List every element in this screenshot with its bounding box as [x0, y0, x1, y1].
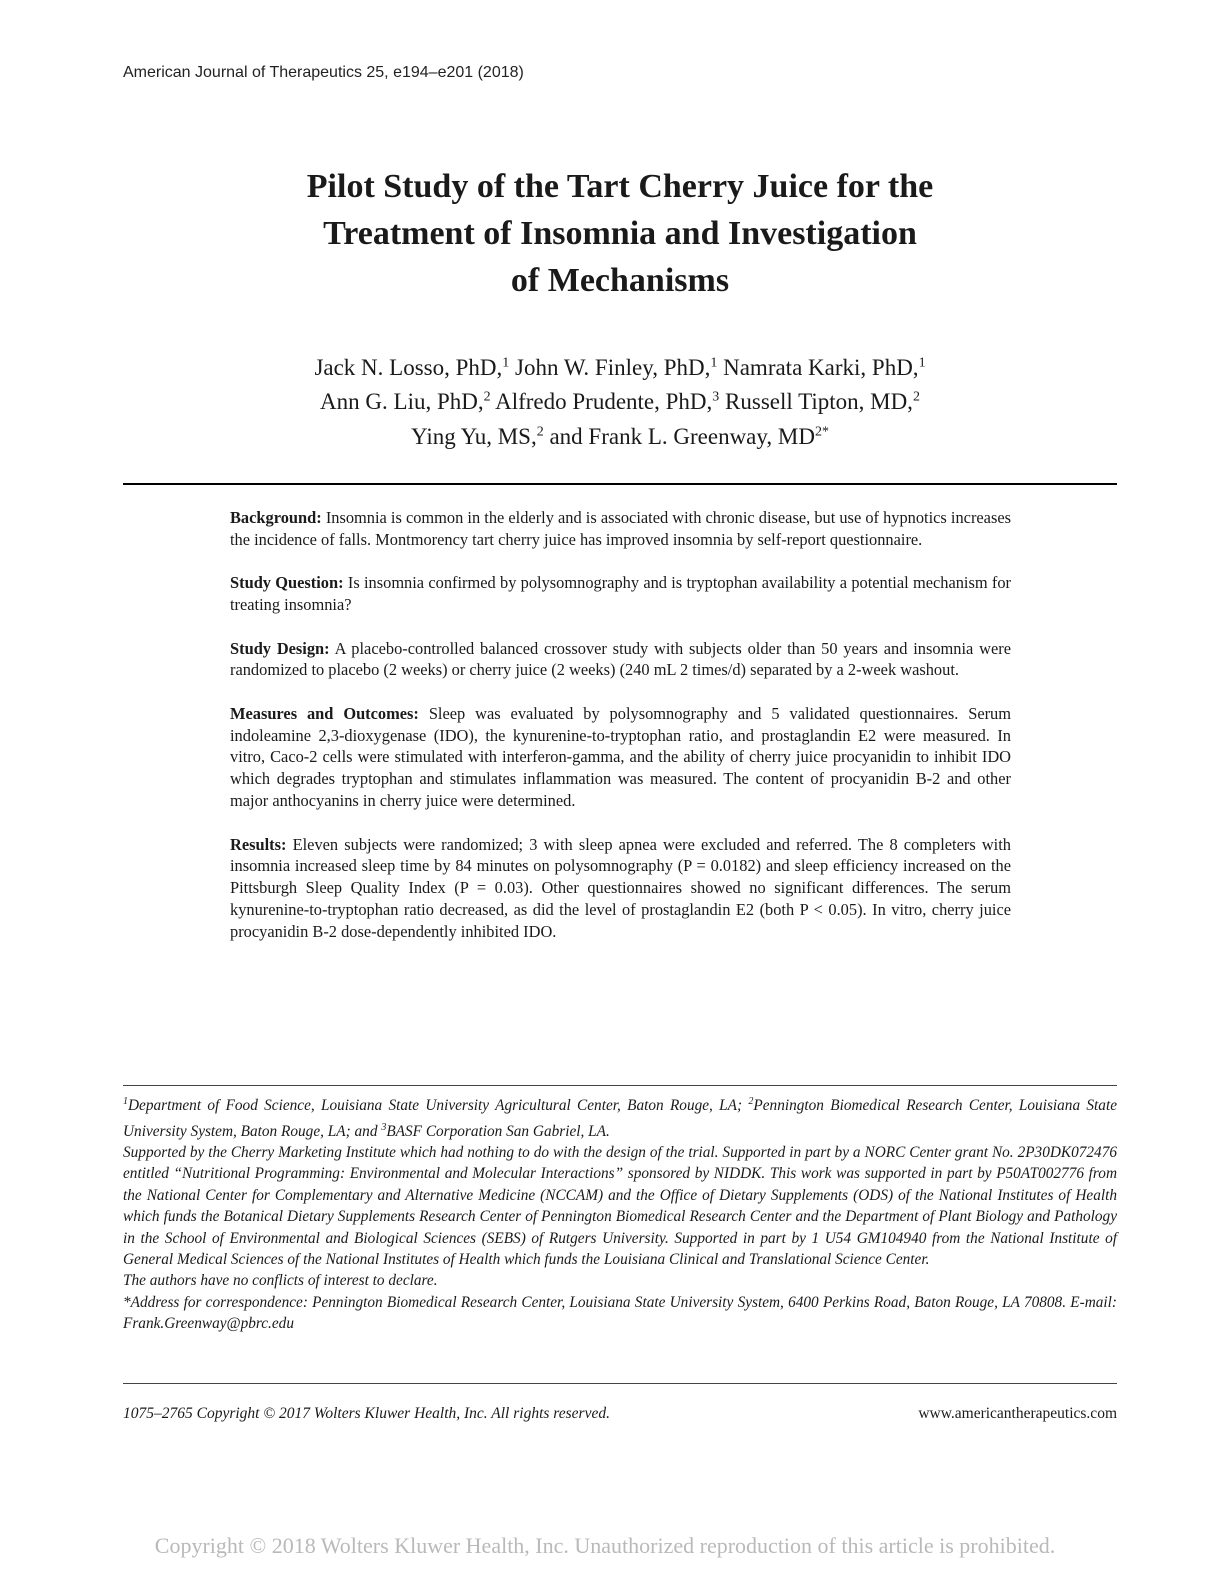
author-list [150, 348, 1090, 452]
copyright-text: 1075–2765 Copyright © 2017 Wolters Kluwer Health, Inc. All rights reserved. [123, 1405, 610, 1422]
author: Alfredo Prudente, PhD,$^3$ [495, 389, 720, 415]
article-title [150, 163, 1090, 304]
author: Jack N. Losso, PhD,$^1$ [314, 354, 510, 380]
conflicts-statement: The authors have no conflicts of interest to declare. [123, 1272, 438, 1290]
affiliations: $^1$Department of Food Science, Louisiana State University Agricultural Center, Baton Rouge, LA; $^2$Pennington Biomedical Research Center, Louisiana State University System, Baton Rouge, LA; and $^3$BASF Corporation San Gabriel, LA. [123, 1096, 1117, 1140]
abstract-background: Background: Insomnia is common in the elderly and is associated with chronic disease, but use of hypnotics increases the incidence of falls. Montmorency tart cherry juice has improved insomnia by self-report questionnaire. [230, 508, 1011, 549]
copyright-divider [123, 1383, 1117, 1384]
header-divider [123, 483, 1117, 485]
running-head: American Journal of Therapeutics 25, e194–e201 (2018) [123, 64, 524, 81]
copyright-watermark: Copyright © 2018 Wolters Kluwer Health, Inc. Unauthorized reproduction of this article is prohibited. [154, 1533, 1056, 1558]
author: Ann G. Liu, PhD,$^2$ [320, 389, 491, 415]
abstract-measures: Measures and Outcomes: Sleep was evaluated by polysomnography and 5 validated questionnaires. Serum indoleamine 2,3-dioxygenase (IDO), the kynurenine-to-tryptophan ratio, and prostaglandin E2 were measured. In vitro, Caco-2 cells were stimulated with interferon-gamma, and the ability of cherry juice procyanidin to inhibit IDO which degrades tryptophan and stimulates inflammation was measured. The content of procyanidin B-2 and other major anthocyanins in cherry juice were determined. [230, 703, 1011, 811]
author: John W. Finley, PhD,$^1$ [515, 354, 718, 380]
author: Ying Yu, MS,$^2$ [411, 423, 544, 449]
footnotes [123, 1091, 1117, 1335]
abstract-study-question: Study Question: Is insomnia confirmed by polysomnography and is tryptophan availability a potential mechanism for treating insomnia? [230, 573, 1011, 615]
correspondence-address: *Address for correspondence: Pennington Biomedical Research Center, Louisiana State University System, 6400 Perkins Road, Baton Rouge, LA 70808. E-mail: Frank.Greenway@pbrc.edu [123, 1293, 1117, 1333]
title-line: of Mechanisms [510, 262, 730, 299]
title-line: Pilot Study of the Tart Cherry Juice for the [306, 168, 934, 205]
author: Namrata Karki, PhD,$^1$ [723, 354, 926, 380]
abstract-study-design: Study Design: A placebo-controlled balanced crossover study with subjects older than 50 years and insomnia were randomized to placebo (2 weeks) or cherry juice (2 weeks) (240 mL 2 times/d) separated by a 2-week washout. [230, 638, 1011, 680]
author: and Frank L. Greenway, $MD^{2*}$ [549, 423, 829, 449]
abstract [230, 507, 1011, 964]
title-line: Treatment of Insomnia and Investigation [323, 215, 917, 252]
footnote-divider [123, 1085, 1117, 1086]
author: Russell Tipton, MD,$^2$ [725, 389, 920, 415]
abstract-results: Results: Eleven subjects were randomized; 3 with sleep apnea were excluded and referred. The 8 completers with insomnia increased sleep time by 84 minutes on polysomnography (P = 0.0182) and sleep efficiency increased on the Pittsburgh Sleep Quality Index (P = 0.03). Other questionnaires showed no significant differences. The serum kynurenine-to-tryptophan ratio decreased, as did the level of prostaglandin E2 (both P < 0.05). In vitro, cherry juice procyanidin B-2 dose-dependently inhibited IDO. [230, 834, 1011, 941]
journal-website-link[interactable]: www.americantherapeutics.com [918, 1405, 1117, 1422]
funding-statement: Supported by the Cherry Marketing Institute which had nothing to do with the design of the trial. Supported in part by a NORC Center grant No. 2P30DK072476 entitled “Nutritional Programming: Environmental and Molecular Interactions” sponsored by NIDDK. This work was supported in part by P50AT002776 from the National Center for Complementary and Alternative Medicine (NCCAM) and the Office of Dietary Supplements (ODS) of the National Institutes of Health which funds the Botanical Dietary Supplements Research Center of Pennington Biomedical Research Center and the Department of Plant Biology and Pathology in the School of Environmental and Biological Sciences (SEBS) of Rutgers University. Supported in part by 1 U54 GM104940 from the National Institute of General Medical Sciences of the National Institutes of Health which funds the Louisiana Clinical and Translational Science Center. [123, 1144, 1117, 1269]
